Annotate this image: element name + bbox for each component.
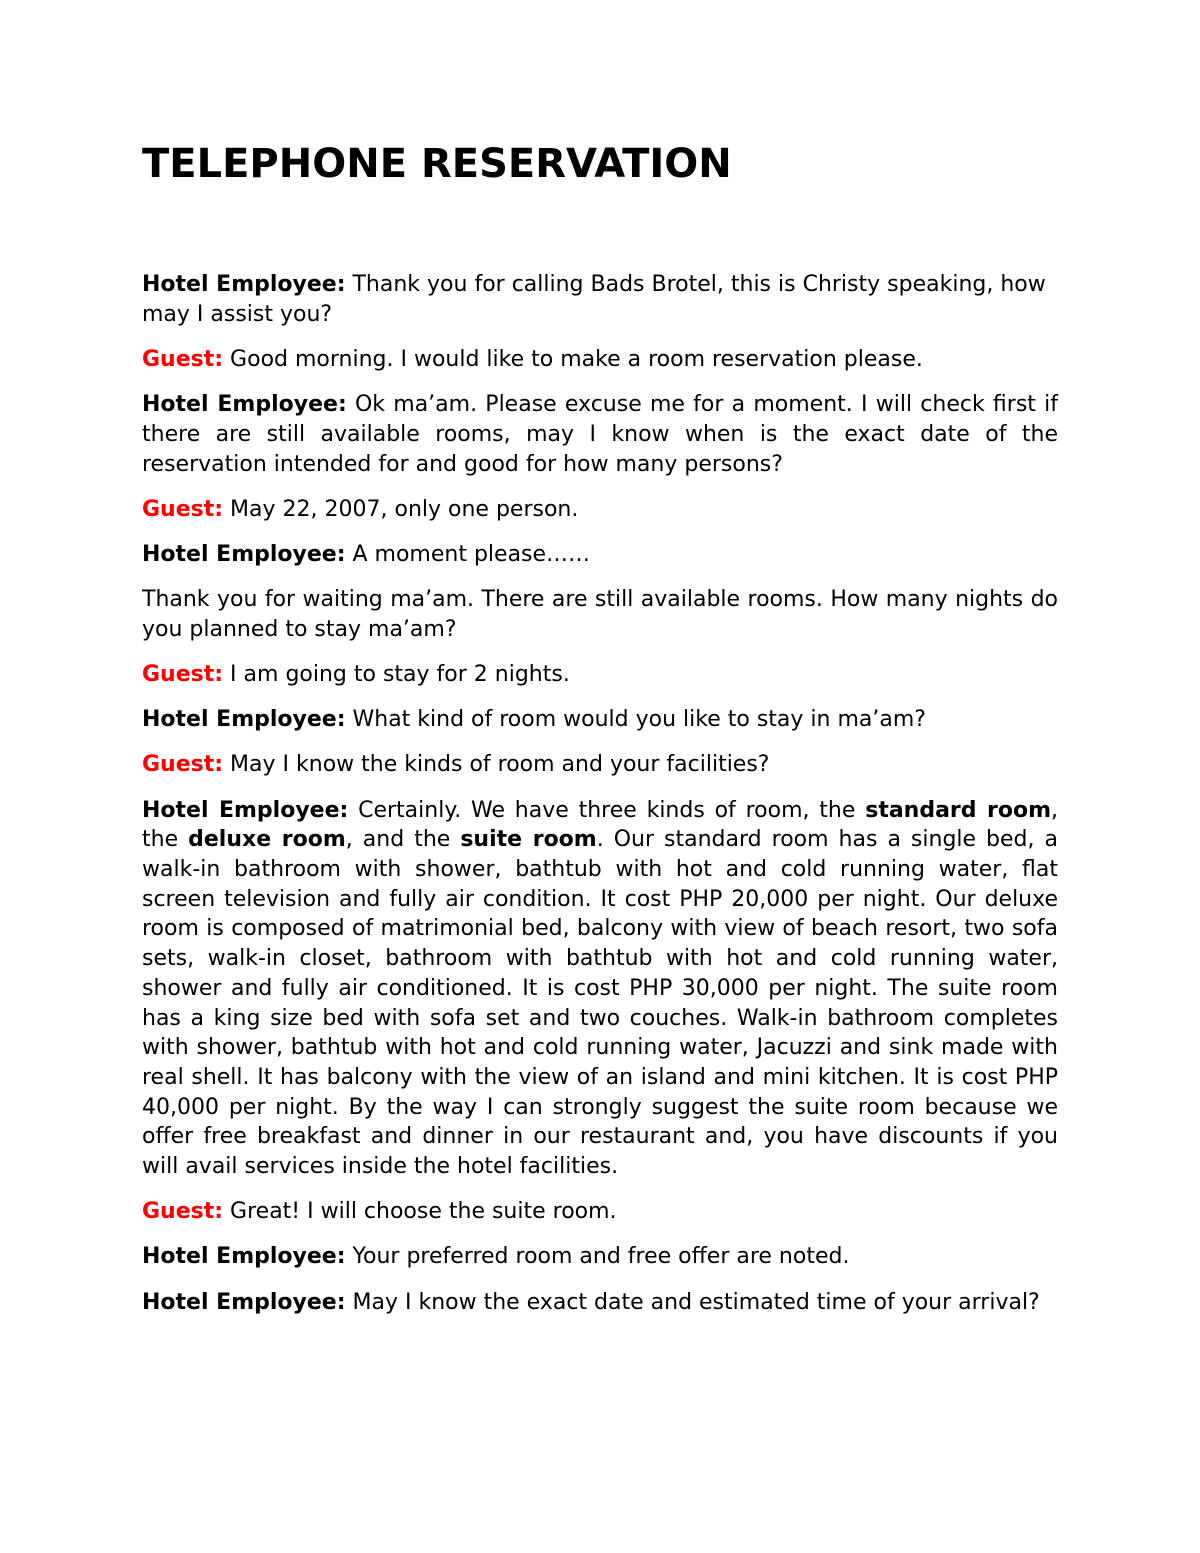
- dialogue-line: [142, 270, 1058, 329]
- line-text: Your preferred room and free offer are noted.: [345, 1244, 850, 1270]
- line-text-part: , the: [142, 797, 1058, 853]
- speaker-guest: Guest:: [142, 1199, 224, 1225]
- line-text: What kind of room would you like to stay in ma’am?: [345, 707, 926, 733]
- line-text: I am going to stay for 2 nights.: [223, 662, 570, 688]
- document-title: TELEPHONE RESERVATION: [142, 141, 732, 187]
- line-text-part: , and the: [345, 827, 461, 853]
- dialogue-line: [142, 1288, 1058, 1318]
- dialogue-line: [142, 1197, 1058, 1227]
- speaker-hotel-employee: Hotel Employee:: [142, 1244, 346, 1270]
- dialogue-line: [142, 750, 1058, 780]
- line-text: May I know the kinds of room and your facilities?: [223, 752, 770, 778]
- line-text-part: . Our standard room has a single bed, a walk-in bathroom with shower, bathtub with hot and cold running water, flat screen television and fully air condition. It cost PHP 20,000 per night. Our deluxe room is composed of matrimonial bed, balcony with view of beach resort, two sofa sets, walk-in closet, bathroom with bathtub with hot and cold running water, shower and fully air conditioned. It is cost PHP 30,000 per night. The suite room has a king size bed with sofa set and two couches. Walk-in bathroom completes with shower, bathtub with hot and cold running water, Jacuzzi and sink made with real shell. It has balcony with the view of an island and mini kitchen. It is cost PHP 40,000 per night. By the way I can strongly suggest the suite room because we offer free breakfast and dinner in our restaurant and, you have discounts if you will avail services inside the hotel facilities.: [142, 827, 1059, 1180]
- speaker-hotel-employee: Hotel Employee:: [142, 797, 349, 823]
- room-type-standard: standard room: [865, 797, 1051, 823]
- speaker-hotel-employee: Hotel Employee:: [142, 1289, 346, 1315]
- line-text: Thank you for waiting ma’am. There are still available rooms. How many nights do you planned to stay ma’am?: [142, 587, 1058, 642]
- speaker-hotel-employee: Hotel Employee:: [142, 392, 347, 418]
- room-type-suite: suite room: [460, 827, 597, 853]
- line-text: Great! I will choose the suite room.: [223, 1199, 617, 1225]
- dialogue-line: [142, 585, 1058, 644]
- speaker-guest: Guest:: [142, 752, 224, 778]
- dialogue-line: [142, 1242, 1058, 1272]
- dialogue: [142, 270, 1058, 1333]
- line-text: Thank you for calling Bads Brotel, this is Christy speaking, how may I assist you?: [142, 272, 1046, 327]
- dialogue-line: [142, 390, 1058, 479]
- dialogue-line: [142, 495, 1058, 525]
- speaker-hotel-employee: Hotel Employee:: [142, 541, 346, 567]
- speaker-guest: Guest:: [142, 496, 224, 522]
- speaker-guest: Guest:: [142, 346, 224, 372]
- speaker-hotel-employee: Hotel Employee:: [142, 707, 346, 733]
- line-text: A moment please……: [345, 541, 591, 567]
- dialogue-line: [142, 705, 1058, 735]
- dialogue-line: [142, 540, 1058, 570]
- line-text: Ok ma’am. Please excuse me for a moment. I will check first if there are still available rooms, may I know when is the exact date of the reservation intended for and good for how many persons?: [142, 392, 1059, 477]
- line-text-part: Certainly. We have three kinds of room, the: [348, 797, 866, 823]
- dialogue-line: [142, 796, 1058, 1182]
- line-text: May 22, 2007, only one person.: [223, 496, 579, 522]
- room-type-deluxe: deluxe room: [188, 827, 346, 853]
- dialogue-line: [142, 345, 1058, 375]
- line-text: May I know the exact date and estimated time of your arrival?: [345, 1289, 1040, 1315]
- line-text: Good morning. I would like to make a room reservation please.: [223, 346, 923, 372]
- speaker-hotel-employee: Hotel Employee:: [142, 272, 346, 297]
- dialogue-line: [142, 660, 1058, 690]
- speaker-guest: Guest:: [142, 662, 224, 688]
